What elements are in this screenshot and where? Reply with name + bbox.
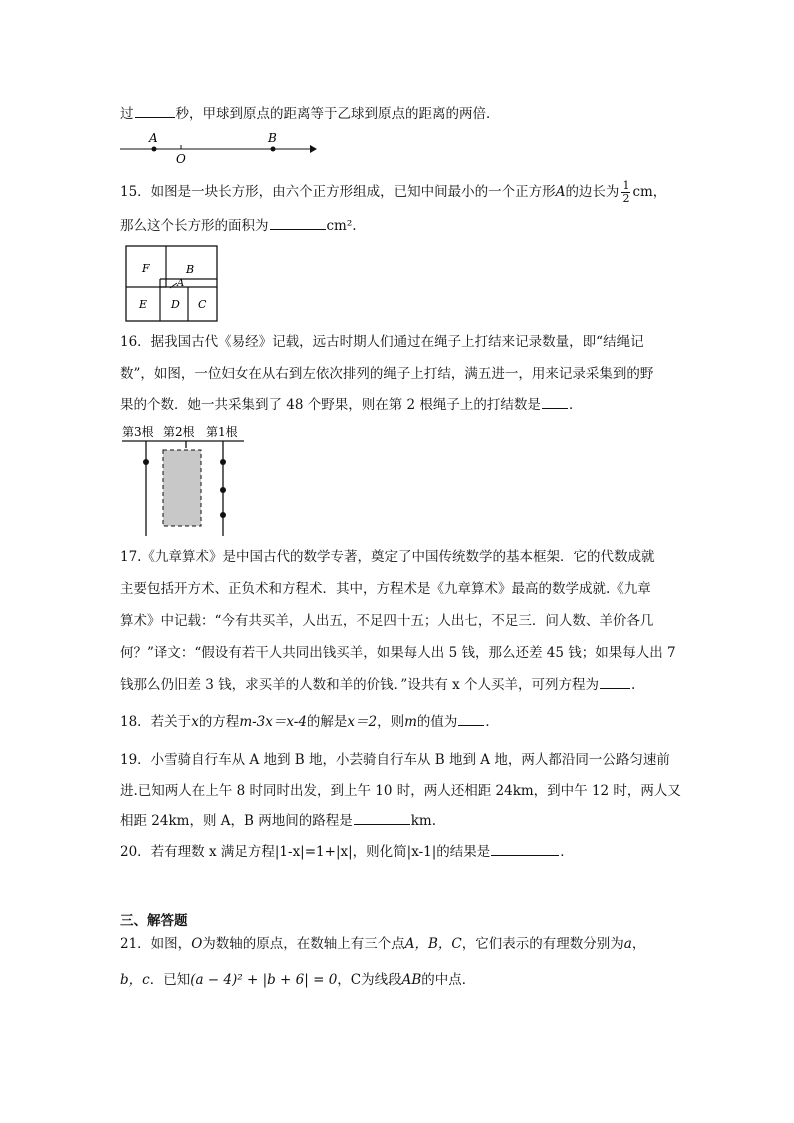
q21-line1 xyxy=(120,934,645,954)
q17-line3: 算术》中记载：“今有共买羊，人出五，不足四十五；人出七，不足三．问人数、羊价各几 xyxy=(120,613,654,629)
q19-text-a: 相距 24km，则 A，B 两地间的路程是 xyxy=(120,813,353,829)
q16-text-a: 果的个数．她一共采集到了 48 个野果，则在第 2 根绳子上的打结数是 xyxy=(120,397,541,413)
rope1-label: 第1根 xyxy=(206,425,238,439)
q21-text-e: ．已知 xyxy=(149,972,191,988)
q18-var-m: m xyxy=(404,714,417,730)
label-o: O xyxy=(176,152,186,166)
q18-equation: m-3x＝x-4 xyxy=(239,714,307,730)
q17-line5 xyxy=(120,675,635,695)
rope1-knot-1 xyxy=(220,459,226,465)
label-b: B xyxy=(268,131,277,145)
point-b-dot xyxy=(271,147,276,152)
q21-segment-ab: AB xyxy=(401,972,422,988)
label-f: F xyxy=(142,262,150,275)
q20-text-b: ． xyxy=(560,844,574,860)
rope1-knot-3 xyxy=(220,512,226,518)
q20-line xyxy=(120,842,574,862)
q15-fraction xyxy=(621,180,630,205)
q17-blank[interactable] xyxy=(600,675,630,689)
rope3-knot xyxy=(143,459,149,465)
q17-text-a: 钱那么仍旧差 3 钱，求买羊的人数和羊的价钱．”设共有 x 个人买羊，可列方程为 xyxy=(120,677,600,693)
q18-var-x: x xyxy=(191,714,199,730)
q16-blank[interactable] xyxy=(542,395,568,409)
q14-text-before: 过 xyxy=(120,106,134,122)
label-d: D xyxy=(171,298,180,311)
q18-text-d: ，则 xyxy=(377,714,405,730)
rope2-covered-area xyxy=(163,450,201,526)
q16-line3 xyxy=(120,395,582,415)
q15-text-d: cm². xyxy=(326,218,357,234)
q14-tail-line xyxy=(120,104,500,124)
q17-text-b: . xyxy=(631,677,636,693)
q19-line3 xyxy=(120,811,436,831)
q21-text-f: ，C为线段 xyxy=(337,972,402,988)
q21-line2 xyxy=(120,970,475,990)
q21-origin: O xyxy=(191,936,203,952)
q21-var-a: a xyxy=(623,936,632,952)
q19-text-b: km. xyxy=(410,813,436,829)
label-a-square: A xyxy=(177,278,185,289)
q15-unit: cm， xyxy=(632,184,667,200)
q21-text-d: ， xyxy=(631,936,646,952)
section-heading: 三、解答题 xyxy=(120,913,188,929)
q19-blank[interactable] xyxy=(354,811,410,825)
point-a-dot xyxy=(152,147,157,152)
q16-line2: 数”，如图，一位妇女在从右到左依次排列的绳子上打结，满五进一，用来记录采集到的野 xyxy=(120,366,654,382)
q15-blank[interactable] xyxy=(270,216,326,230)
q15-text-c: 那么这个长方形的面积为 xyxy=(120,218,269,234)
q21-vars-bc: b，c xyxy=(120,972,150,988)
q19-line1: 19．小雪骑自行车从 A 地到 B 地，小芸骑自行车从 B 地到 A 地，两人都沿同一公路匀速前 xyxy=(120,752,670,768)
rope1-knot-2 xyxy=(220,487,226,493)
frac-den: 2 xyxy=(622,192,630,205)
q18-text-c: 的解是 xyxy=(306,714,348,730)
q21-formula: (a − 4)² + |b + 6| = 0 xyxy=(190,972,338,988)
number-line-figure xyxy=(118,128,318,166)
rope3-label: 第3根 xyxy=(122,425,154,439)
q14-blank[interactable] xyxy=(135,104,175,118)
q21-points: A，B，C xyxy=(404,936,462,952)
q21-text-a: 21．如图， xyxy=(120,936,192,952)
q16-line1: 16．据我国古代《易经》记载，远古时期人们通过在绳子上打结来记录数量，即“结绳记 xyxy=(120,334,644,350)
rope2-label: 第2根 xyxy=(163,425,195,439)
label-e: E xyxy=(139,298,148,311)
q18-solution: x＝2 xyxy=(347,714,378,730)
label-b-square: B xyxy=(186,263,195,276)
q15-text-b: 的边长为 xyxy=(565,184,620,200)
q18-text-f: ． xyxy=(485,714,499,730)
q17-line1: 17.《九章算术》是中国古代的数学专著，奠定了中国传统数学的基本框架．它的代数成就 xyxy=(120,549,655,565)
q17-line2: 主要包括开方术、正负术和方程术．其中，方程术是《九章算术》最高的数学成就.《九章 xyxy=(120,581,651,597)
q15-line1 xyxy=(120,180,666,205)
knotted-ropes-figure xyxy=(118,420,252,540)
q18-text-b: 的方程 xyxy=(198,714,240,730)
q18-line xyxy=(120,712,499,732)
q15-line2 xyxy=(120,216,357,236)
q21-text-b: 为数轴的原点，在数轴上有三个点 xyxy=(202,936,405,952)
q18-blank[interactable] xyxy=(458,712,484,726)
q20-blank[interactable] xyxy=(491,842,559,856)
q20-text-a: 20．若有理数 x 满足方程|1-x|=1+|x|，则化简|x-1|的结果是 xyxy=(120,844,491,860)
q21-text-c: ，它们表示的有理数分别为 xyxy=(461,936,624,952)
q15-square-name: A xyxy=(555,184,566,200)
six-squares-figure xyxy=(122,242,222,324)
frac-num: 1 xyxy=(622,179,630,192)
q18-text-e: 的值为 xyxy=(416,714,458,730)
q18-text-a: 18．若关于 xyxy=(120,714,192,730)
q21-text-g: 的中点． xyxy=(421,972,476,988)
q16-text-b: ． xyxy=(568,397,583,413)
q19-line2: 进.已知两人在上午 8 时同时出发，到上午 10 时，两人还相距 24km，到中午 12 时，两人又 xyxy=(120,783,681,799)
label-a: A xyxy=(149,131,158,145)
axis-arrow-icon xyxy=(310,145,317,153)
q15-text-a: 15．如图是一块长方形，由六个正方形组成，已知中间最小的一个正方形 xyxy=(120,184,556,200)
q17-line4: 何？”译文：“假设有若干人共同出钱买羊，如果每人出 5 钱，那么还差 45 钱；如果每人出 7 xyxy=(120,645,676,661)
label-c: C xyxy=(198,298,207,311)
q14-text-after: 秒，甲球到原点的距离等于乙球到原点的距离的两倍． xyxy=(175,106,500,122)
